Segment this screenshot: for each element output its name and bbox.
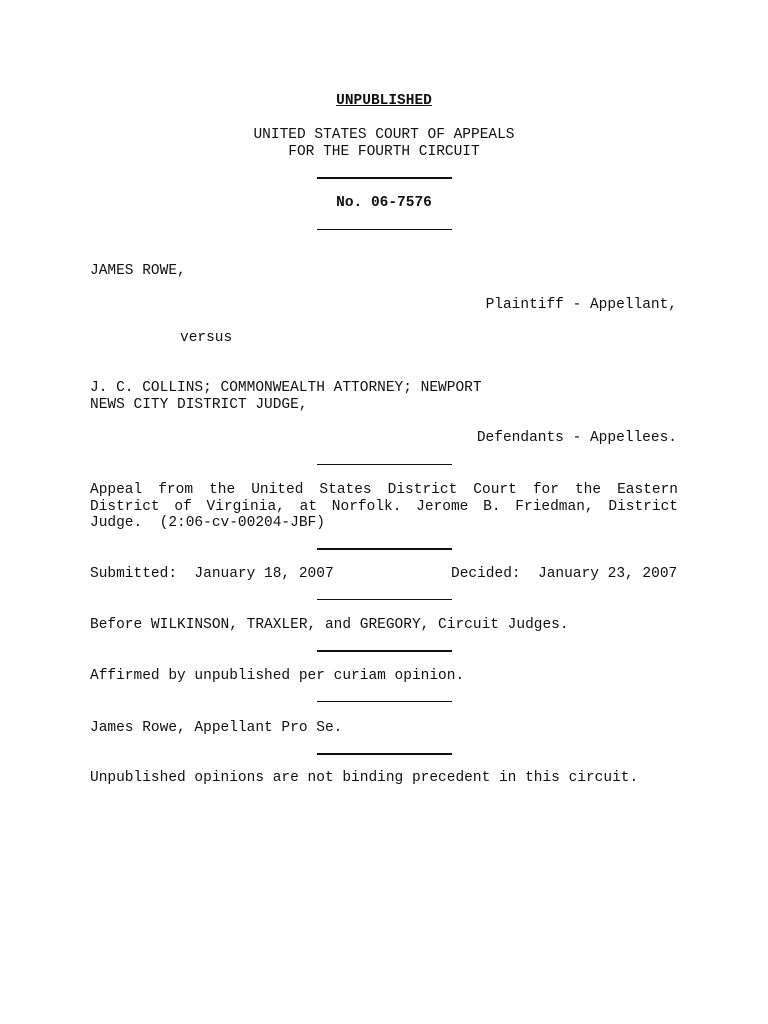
counsel: James Rowe, Appellant Pro Se.	[90, 720, 343, 736]
court-name-line2: FOR THE FOURTH CIRCUIT	[288, 144, 480, 160]
plaintiff-name: JAMES ROWE,	[90, 263, 186, 279]
disposition: Affirmed by unpublished per curiam opinion.	[90, 668, 465, 684]
divider-rule	[317, 599, 452, 600]
divider-rule	[317, 464, 452, 465]
precedent-notice: Unpublished opinions are not binding precedent in this circuit.	[90, 770, 639, 786]
versus-label: versus	[180, 330, 233, 346]
defendants-role: Defendants - Appellees.	[476, 430, 677, 446]
decided-date: Decided: January 23, 2007	[451, 566, 678, 582]
divider-rule	[317, 650, 452, 652]
defendants-line2: NEWS CITY DISTRICT JUDGE,	[90, 397, 308, 413]
divider-rule	[317, 701, 452, 702]
court-name-line1: UNITED STATES COURT OF APPEALS	[253, 127, 515, 143]
divider-rule	[317, 177, 452, 179]
submitted-date: Submitted: January 18, 2007	[90, 566, 334, 582]
panel-judges: Before WILKINSON, TRAXLER, and GREGORY, Circuit Judges.	[90, 617, 569, 633]
unpublished-heading: UNPUBLISHED	[336, 93, 432, 109]
divider-rule	[317, 229, 452, 230]
appeal-line2: District of Virginia, at Norfolk. Jerome B. Friedman, District	[90, 499, 678, 515]
divider-rule	[317, 753, 452, 755]
defendants-line1: J. C. COLLINS; COMMONWEALTH ATTORNEY; NEWPORT	[90, 380, 482, 396]
appeal-line3: Judge. (2:06-cv-00204-JBF)	[90, 515, 325, 531]
divider-rule	[317, 548, 452, 550]
plaintiff-role: Plaintiff - Appellant,	[485, 297, 677, 313]
appeal-line1: Appeal from the United States District Court for the Eastern	[90, 482, 678, 498]
case-number: No. 06-7576	[336, 195, 432, 211]
